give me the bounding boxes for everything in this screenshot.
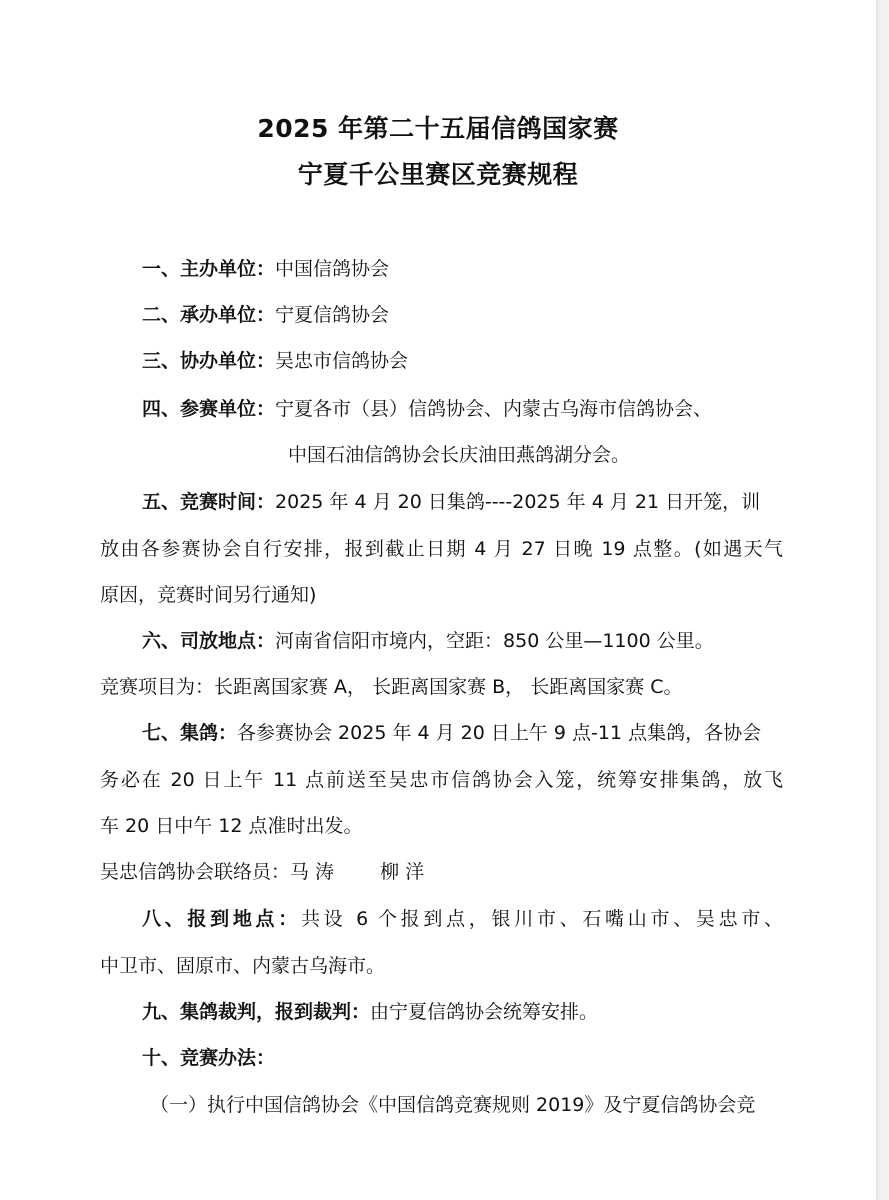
contact-name: 马 涛 [290, 861, 335, 883]
section-host [142, 302, 389, 328]
section-collection [142, 720, 761, 746]
section-label: 五、竞赛时间： [142, 491, 276, 513]
section-text: 吴忠市信鸽协会 [275, 350, 409, 372]
contact-label: 吴忠信鸽协会联络员： [100, 861, 291, 883]
section-check-in [142, 906, 783, 932]
section-text: 由宁夏信鸽协会统筹安排。 [370, 1001, 599, 1023]
section-text: 河南省信阳市境内，空距：850 公里—1100 公里。 [275, 630, 714, 652]
contact-line [100, 859, 424, 885]
section-label: 四、参赛单位： [142, 398, 276, 420]
method-item-1: （一）执行中国信鸽协会《中国信鸽竞赛规则 2019》及宁夏信鸽协会竞 [150, 1094, 756, 1116]
contact-name: 柳 洋 [380, 861, 425, 883]
section-participants [142, 396, 712, 422]
section-label: 二、承办单位： [142, 304, 276, 326]
document-title: 2025 年第二十五届信鸽国家赛 [257, 114, 619, 143]
section-text: 2025 年 4 月 20 日集鸽----2025 年 4 月 21 日开笼，训 [275, 491, 761, 513]
section-check-in-continued: 中卫市、固原市、内蒙古乌海市。 [100, 955, 386, 977]
section-label: 八、报到地点： [142, 908, 301, 930]
section-text: 宁夏信鸽协会 [275, 304, 390, 326]
section-time-note: 原因，竞赛时间另行通知) [100, 584, 317, 606]
section-collection-continued: 务必在 20 日上午 11 点前送至吴忠市信鸽协会入笼，统筹安排集鸽，放飞 [100, 769, 783, 791]
section-text: 中国信鸽协会 [275, 258, 390, 280]
section-time-continued: 放由各参赛协会自行安排，报到截止日期 4 月 27 日晚 19 点整。(如遇天气 [100, 538, 783, 560]
section-text: 宁夏各市（县）信鸽协会、内蒙古乌海市信鸽协会、 [275, 398, 713, 420]
section-release-site [142, 628, 714, 654]
section-collection-departure: 车 20 日中午 12 点准时出发。 [100, 815, 363, 837]
section-label: 七、集鸽： [142, 722, 238, 744]
section-label: 一、主办单位： [142, 258, 276, 280]
section-organizer [142, 256, 389, 282]
document-subtitle: 宁夏千公里赛区竞赛规程 [297, 160, 579, 189]
section-competition-method: 十、竞赛办法： [142, 1047, 276, 1069]
section-label: 三、协办单位： [142, 350, 276, 372]
section-referees [142, 999, 598, 1025]
section-co-organizer [142, 348, 408, 374]
section-text: 各参赛协会 2025 年 4 月 20 日上午 9 点-11 点集鸽，各协会 [237, 722, 762, 744]
section-text: 共设 6 个报到点，银川市、石嘴山市、吴忠市、 [300, 908, 783, 930]
section-participants-continued: 中国石油信鸽协会长庆油田燕鸽湖分会。 [288, 444, 631, 466]
section-time [142, 489, 760, 515]
section-label: 六、司放地点： [142, 630, 276, 652]
section-label: 九、集鸽裁判，报到裁判： [142, 1001, 371, 1023]
section-events: 竞赛项目为：长距离国家赛 A， 长距离国家赛 B， 长距离国家赛 C。 [100, 676, 683, 698]
